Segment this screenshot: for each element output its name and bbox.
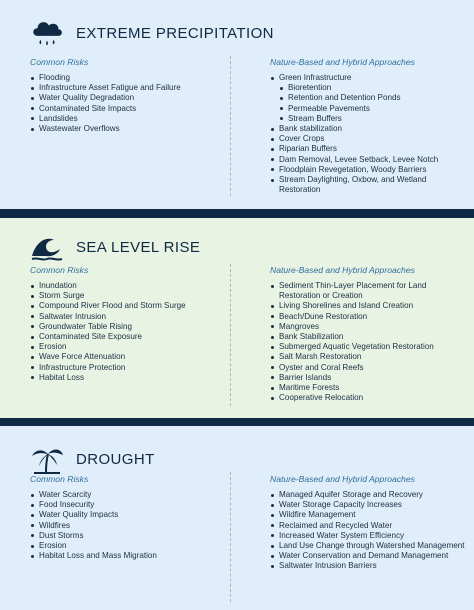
approach-item: Stream Daylighting, Oxbow, and Wetland Restoration — [270, 175, 466, 195]
approach-item: Saltwater Intrusion Barriers — [270, 561, 466, 571]
risks-column — [30, 474, 225, 561]
approaches-column — [270, 57, 466, 195]
risks-heading: Common Risks — [30, 57, 89, 67]
approach-item: Increased Water System Efficiency — [270, 531, 466, 541]
palm-tree-icon — [30, 442, 64, 476]
risk-item: Flooding — [30, 73, 225, 83]
approaches-list — [270, 490, 466, 572]
risks-heading: Common Risks — [30, 265, 89, 275]
risk-item: Habitat Loss and Mass Migration — [30, 551, 225, 561]
risk-item: Storm Surge — [30, 291, 225, 301]
risk-item: Water Quality Impacts — [30, 510, 225, 520]
approach-item: Sediment Thin-Layer Placement for Land Restoration or Creation — [270, 281, 466, 301]
risks-list — [30, 490, 225, 561]
approach-subitem: Retention and Detention Ponds — [270, 93, 466, 103]
risk-item: Wildfires — [30, 521, 225, 531]
approach-item: Floodplain Revegetation, Woody Barriers — [270, 165, 466, 175]
approach-item: Bank stabilization — [270, 124, 466, 134]
risks-column — [30, 57, 225, 134]
approach-item: Green Infrastructure — [270, 73, 466, 83]
approach-item: Land Use Change through Watershed Management — [270, 541, 466, 551]
risk-item: Inundation — [30, 281, 225, 291]
approach-item: Beach/Dune Restoration — [270, 312, 466, 322]
column-divider — [230, 56, 231, 196]
approach-item: Dam Removal, Levee Setback, Levee Notch — [270, 155, 466, 165]
approach-item: Living Shorelines and Island Creation — [270, 301, 466, 311]
section-drought — [0, 426, 474, 610]
section-title-row — [30, 230, 200, 264]
risk-item: Contaminated Site Exposure — [30, 332, 225, 342]
approach-item: Submerged Aquatic Vegetation Restoration — [270, 342, 466, 352]
approaches-list — [270, 73, 466, 195]
risk-item: Food Insecurity — [30, 500, 225, 510]
approach-item: Barrier Islands — [270, 373, 466, 383]
wave-icon — [30, 230, 64, 264]
approach-subitem: Bioretention — [270, 83, 466, 93]
section-title: SEA LEVEL RISE — [76, 238, 201, 256]
risk-item: Saltwater Intrusion — [30, 312, 225, 322]
section-sea-level-rise — [0, 218, 474, 418]
risk-item: Water Quality Degradation — [30, 93, 225, 103]
section-extreme-precipitation — [0, 0, 474, 209]
section-title: DROUGHT — [76, 450, 155, 468]
approach-subitem: Permeable Pavements — [270, 104, 466, 114]
approaches-heading: Nature-Based and Hybrid Approaches — [270, 57, 415, 67]
rain-cloud-icon — [30, 16, 64, 50]
approach-subitem: Stream Buffers — [270, 114, 466, 124]
approach-item: Water Conservation and Demand Management — [270, 551, 466, 561]
risk-item: Infrastructure Protection — [30, 363, 225, 373]
risk-item: Contaminated Site Impacts — [30, 104, 225, 114]
approaches-column — [270, 474, 466, 572]
approach-item: Maritime Forests — [270, 383, 466, 393]
section-title-row — [30, 16, 274, 50]
risk-item: Dust Storms — [30, 531, 225, 541]
approaches-list — [270, 281, 466, 403]
risk-item: Erosion — [30, 342, 225, 352]
approaches-heading: Nature-Based and Hybrid Approaches — [270, 265, 415, 275]
approach-item: Managed Aquifer Storage and Recovery — [270, 490, 466, 500]
section-title-row — [30, 442, 155, 476]
risk-item: Landslides — [30, 114, 225, 124]
risk-item: Groundwater Table Rising — [30, 322, 225, 332]
column-divider — [230, 472, 231, 602]
approaches-column — [270, 265, 466, 403]
risk-item: Compound River Flood and Storm Surge — [30, 301, 225, 311]
risks-column — [30, 265, 225, 383]
risk-item: Habitat Loss — [30, 373, 225, 383]
risks-list — [30, 281, 225, 383]
risk-item: Wave Force Attenuation — [30, 352, 225, 362]
risk-item: Wastewater Overflows — [30, 124, 225, 134]
risk-item: Water Scarcity — [30, 490, 225, 500]
risks-heading: Common Risks — [30, 474, 89, 484]
approach-item: Cover Crops — [270, 134, 466, 144]
section-title: EXTREME PRECIPITATION — [76, 24, 274, 42]
approach-item: Reclaimed and Recycled Water — [270, 521, 466, 531]
approach-item: Riparian Buffers — [270, 144, 466, 154]
approach-item: Wildfire Management — [270, 510, 466, 520]
risk-item: Erosion — [30, 541, 225, 551]
approach-item: Salt Marsh Restoration — [270, 352, 466, 362]
approach-item: Bank Stabilization — [270, 332, 466, 342]
approaches-heading: Nature-Based and Hybrid Approaches — [270, 474, 415, 484]
approach-item: Cooperative Relocation — [270, 393, 466, 403]
risk-item: Infrastructure Asset Fatigue and Failure — [30, 83, 225, 93]
risks-list — [30, 73, 225, 134]
column-divider — [230, 264, 231, 406]
approach-item: Water Storage Capacity Increases — [270, 500, 466, 510]
approach-item: Oyster and Coral Reefs — [270, 363, 466, 373]
approach-item: Mangroves — [270, 322, 466, 332]
